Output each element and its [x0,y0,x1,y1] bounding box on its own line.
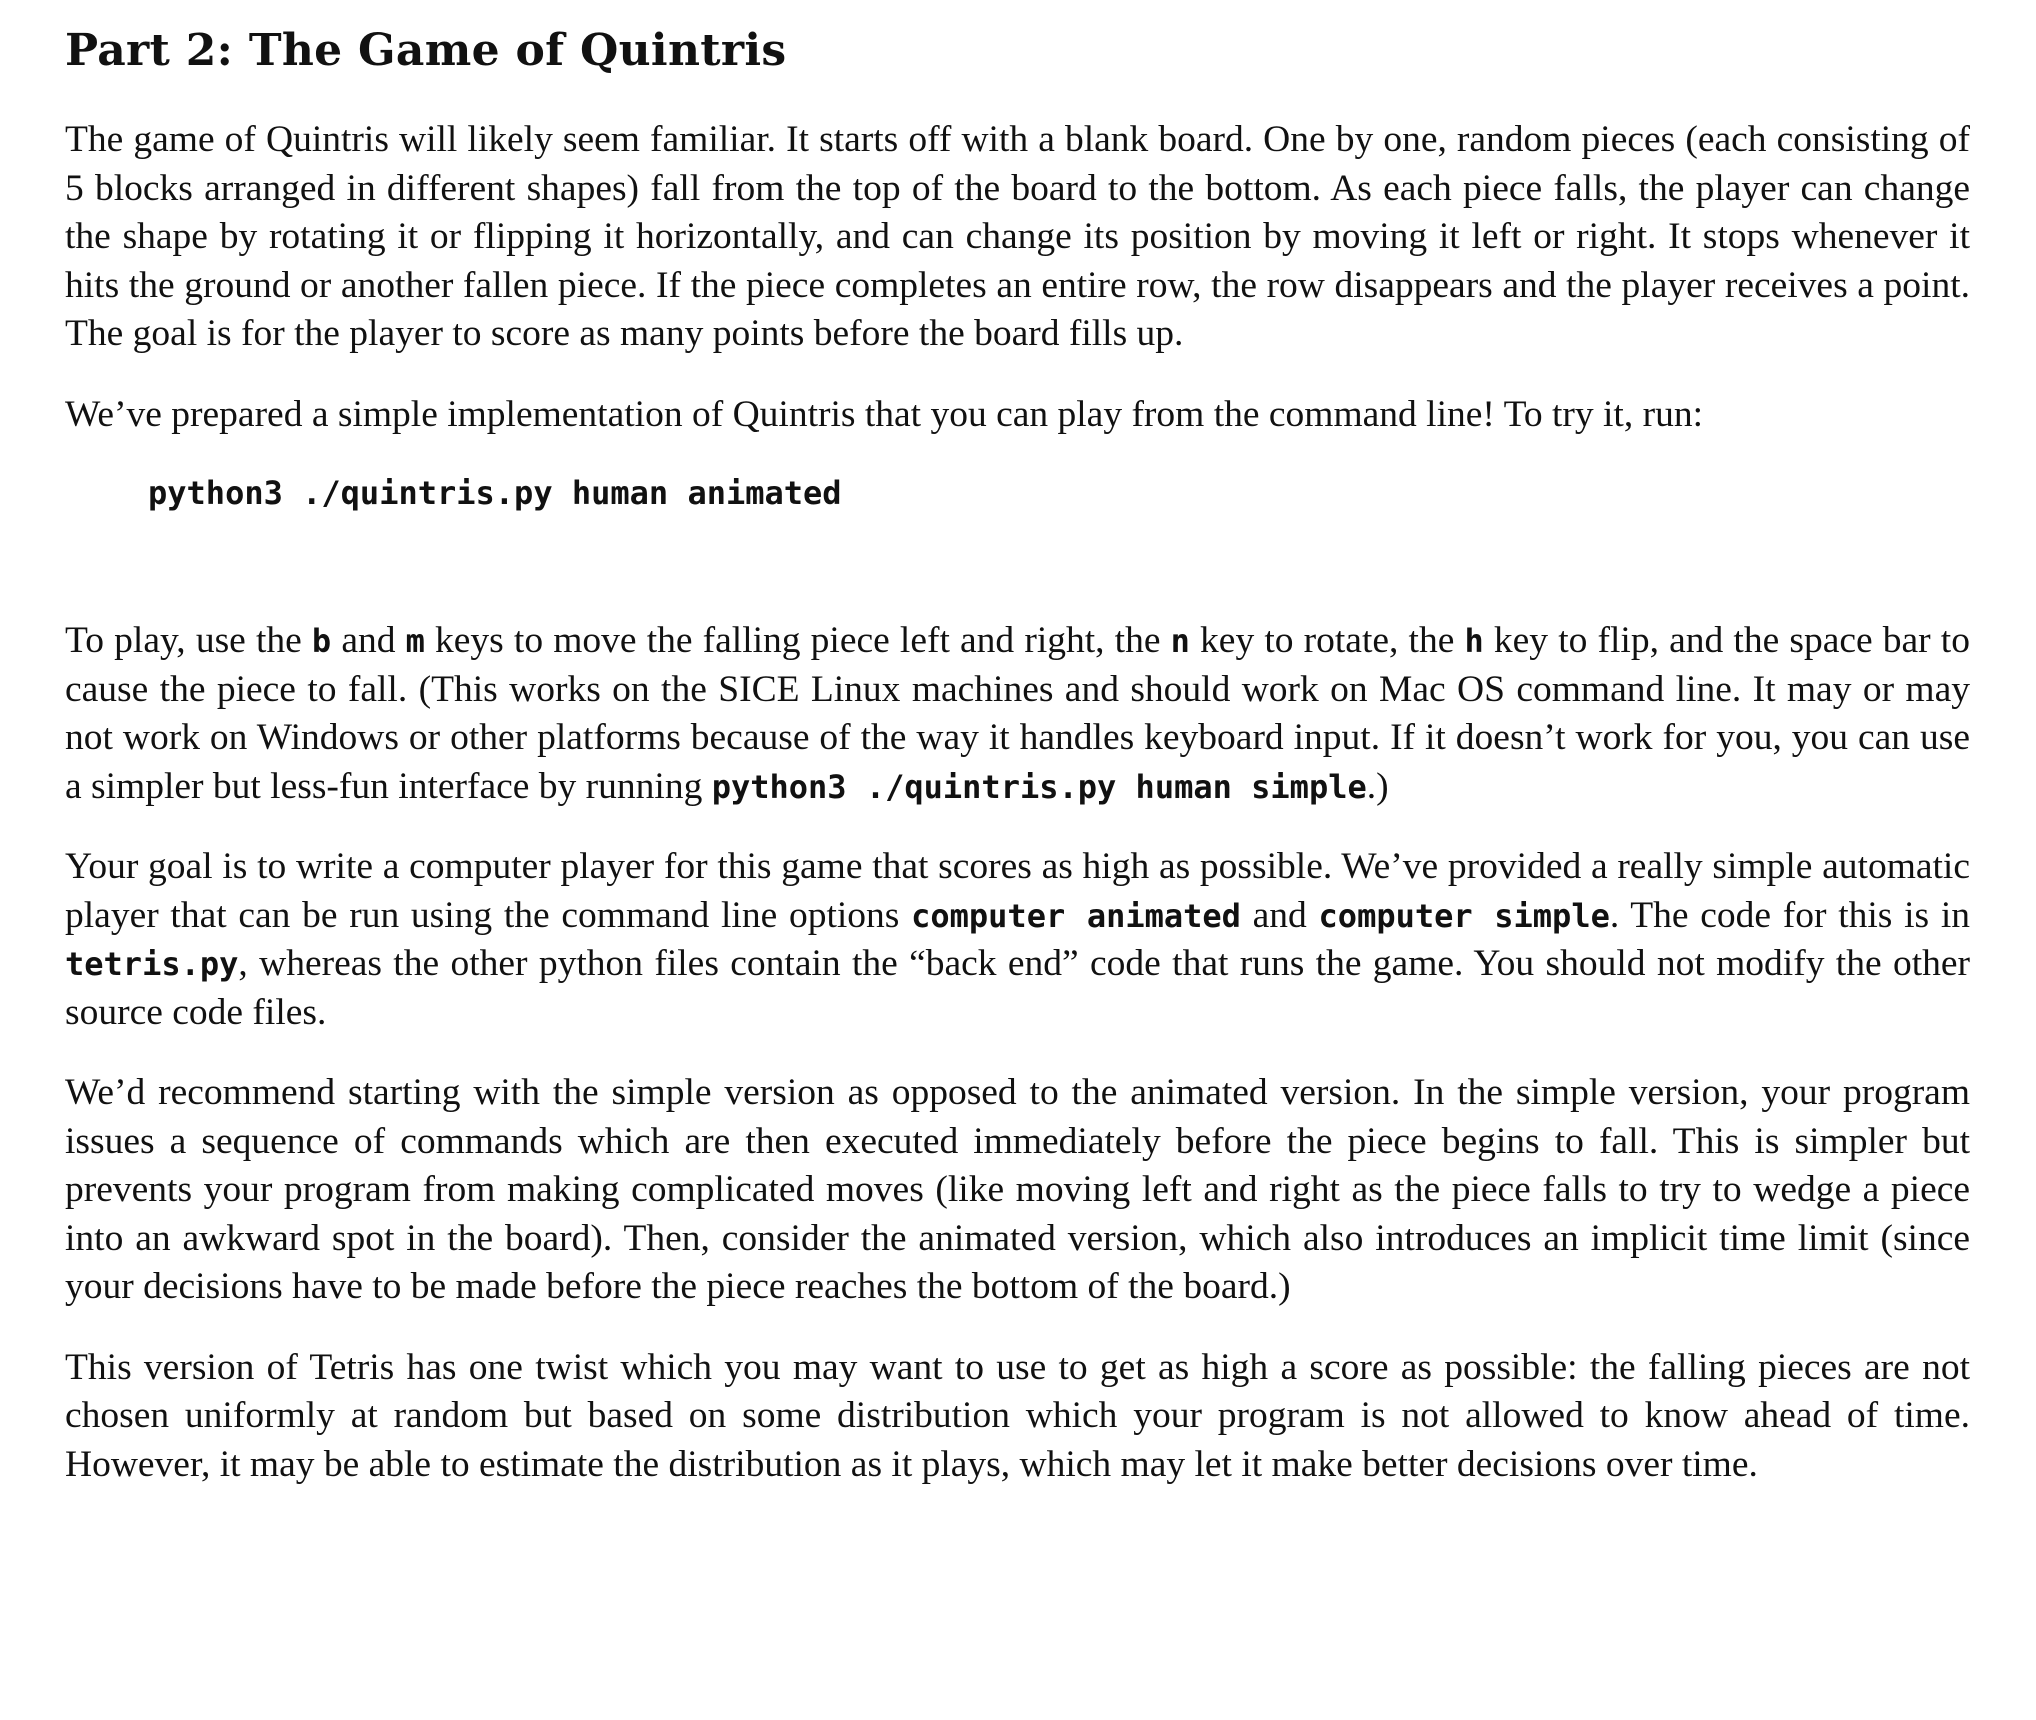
key-m: m [405,622,425,660]
text-span: , whereas the other python files contain the “back end” code that runs the game. You should not modify the other source code files. [65,943,1970,1033]
paragraph-twist: This version of Tetris has one twist which you may want to use to get as high a score as possible: the falling pieces are not chosen uniformly at random but based on some distribution which your program is not allowed to know ahead of time. However, it may be able to estimate the distribution as it plays, which may let it make better decisions over time. [65,1346,1970,1485]
document-page [65,20,1970,1521]
key-h: h [1464,622,1484,660]
paragraph-intro: The game of Quintris will likely seem familiar. It starts off with a blank board. One by one, random pieces (each consisting of 5 blocks arranged in different shapes) fall from the top of the board to the bottom. As each piece falls, the player can change the shape by rotating it or flipping it horizontally, and can change its position by moving it left or right. It stops whenever it hits the ground or another fallen piece. If the piece completes an entire row, the row disappears and the player receives a point. The goal is for the player to score as many points before the board fills up. [65,119,1970,354]
command-simple: python3 ./quintris.py human simple [711,767,1367,806]
text-span: . The code for this is in [1609,894,1971,936]
option-computer-animated: computer animated [911,896,1241,935]
text-span: and [1240,894,1319,936]
section-heading: Part 2: The Game of Quintris [65,25,787,76]
key-n: n [1170,622,1190,660]
text-span: key to flip, and the space bar to cause the piece to fall. (This works on the SICE Linux machines and should work on Mac OS command line. It may or may not work on Windows or other platforms because of the way it handles keyboard input. If it doesn’t work for you, you can use a simpler but less-fun interface by running [65,620,1970,807]
text-span: and [331,620,406,661]
text-span: key to rotate, the [1189,620,1465,661]
text-span: Your goal is to write a computer player for this game that scores as high as possible. We’ve provided a really simple automatic player that can be run using the command line options [65,846,1970,936]
command-example: python3 ./quintris.py human animated [148,474,842,512]
text-span: keys to move the falling piece left and right, the [424,620,1171,661]
paragraph-recommendation: We’d recommend starting with the simple version as opposed to the animated version. In the simple version, your program issues a sequence of commands which are then executed immediately before the piece begins to fall. This is simpler but prevents your program from making complicated moves (like moving left and right as the piece falls to try to wedge a piece into an awkward spot in the board). Then, consider the animated version, which also introduces an implicit time limit (since your decisions have to be made before the piece reaches the bottom of the board.) [65,1072,1970,1307]
key-b: b [311,622,332,660]
file-tetris-py: tetris.py [65,945,239,983]
text-span: .) [1366,765,1389,807]
paragraph-controls [65,617,1970,811]
paragraph-try-it: We’ve prepared a simple implementation of Quintris that you can play from the command line! To try it, run: [65,393,1704,435]
text-span: To play, use the [65,620,312,661]
paragraph-goal [65,843,1970,1037]
option-computer-simple: computer simple [1318,896,1610,935]
